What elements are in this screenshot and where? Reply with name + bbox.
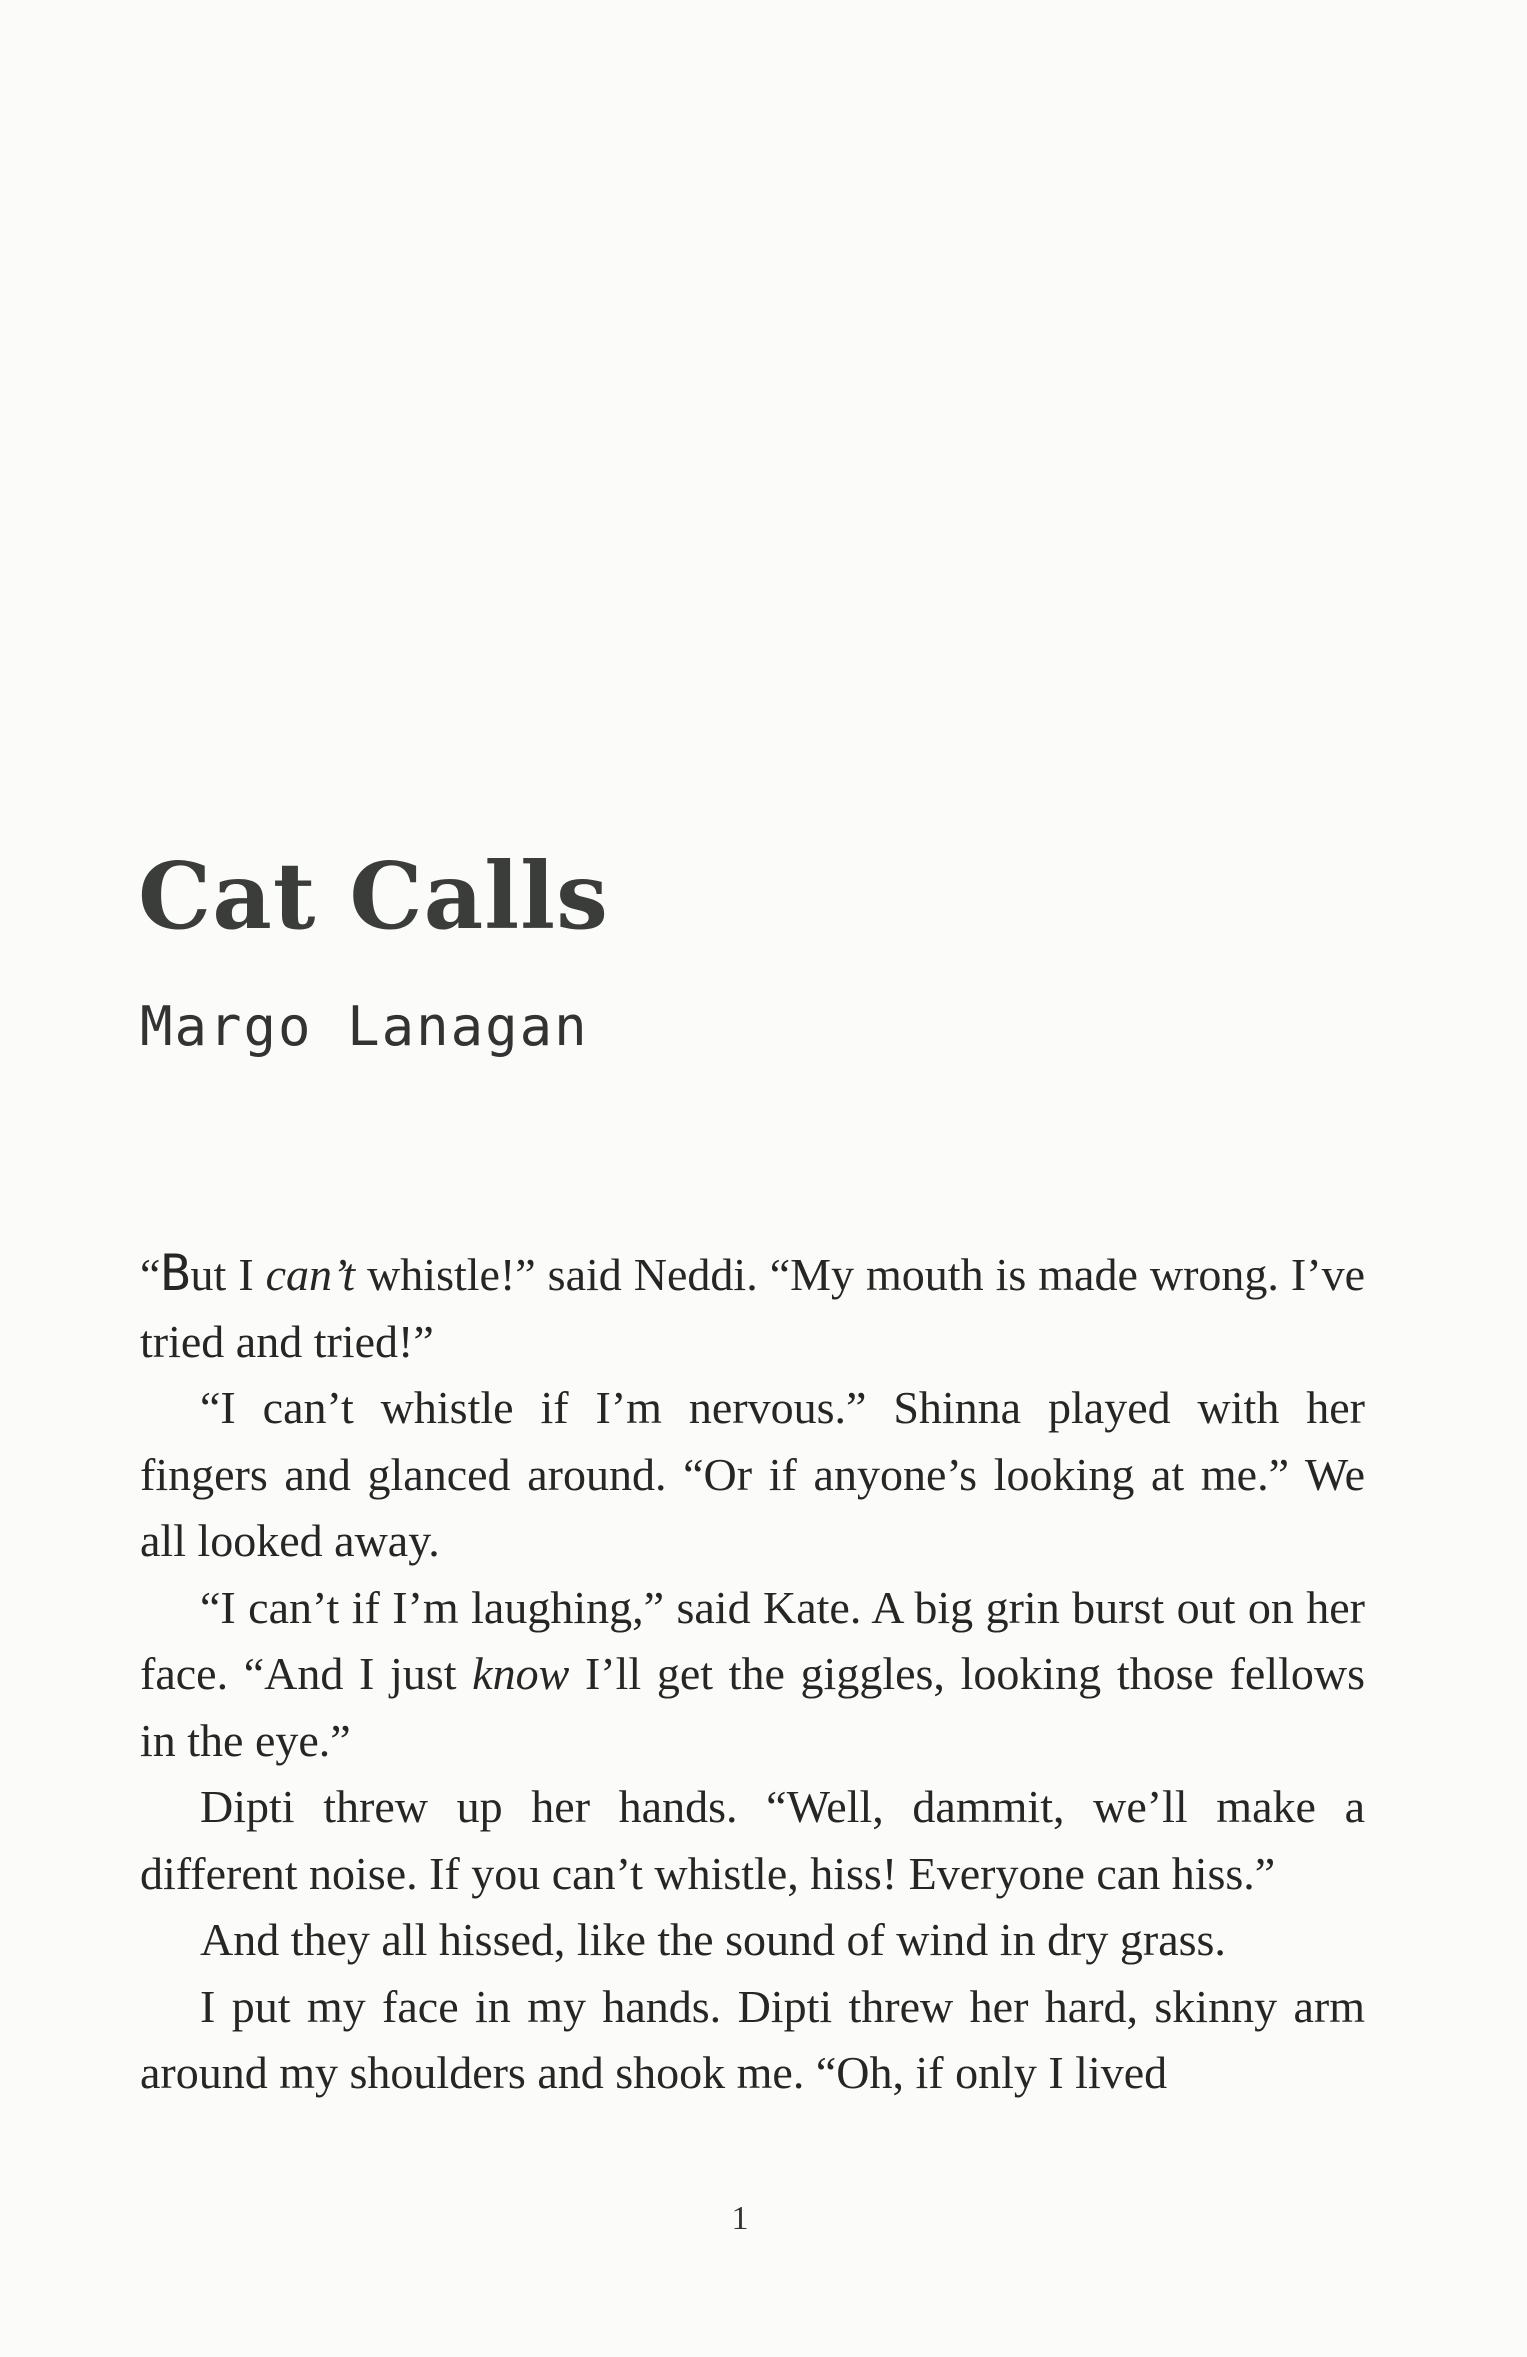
paragraph-3-text-a: “I can’t if I’m laughing,” said Kate. A big grin burst out on her face. “And I just [140,1581,1365,1699]
opening-quote: “ [140,1249,161,1300]
paragraph-1-text-b: whistle!” said Neddi. “My mouth is made wrong. I’ve tried and tried!” [140,1249,1365,1367]
paragraph-1 [140,1240,1365,1375]
page-number: 1 [731,2200,749,2237]
paragraph-6: I put my face in my hands. Dipti threw her hard, skinny arm around my shoulders and shook me. “Oh, if only I lived [140,1980,1365,2098]
story-title: Cat Calls [138,842,609,950]
paragraph-3-text-b: I’ll get the giggles, looking those fellows in the eye.” [140,1648,1366,1766]
paragraph-2: “I can’t whistle if I’m nervous.” Shinna played with her fingers and glanced around. “Or if anyone’s looking at me.” We all looked away. [140,1382,1365,1566]
emphasis-cant: can’t [265,1249,356,1300]
paragraph-4: Dipti threw up her hands. “Well, dammit, we’ll make a different noise. If you can’t whistle, hiss! Everyone can hiss.” [140,1781,1365,1899]
drop-letter: B [160,1244,191,1302]
story-author: Margo Lanagan [140,995,589,1058]
story-body [140,1240,1365,2107]
paragraph-5: And they all hissed, like the sound of wind in dry grass. [200,1914,1226,1965]
paragraph-1-text-a: ut I [190,1249,266,1300]
paragraph-3 [140,1575,1365,1775]
emphasis-know: know [472,1648,570,1699]
